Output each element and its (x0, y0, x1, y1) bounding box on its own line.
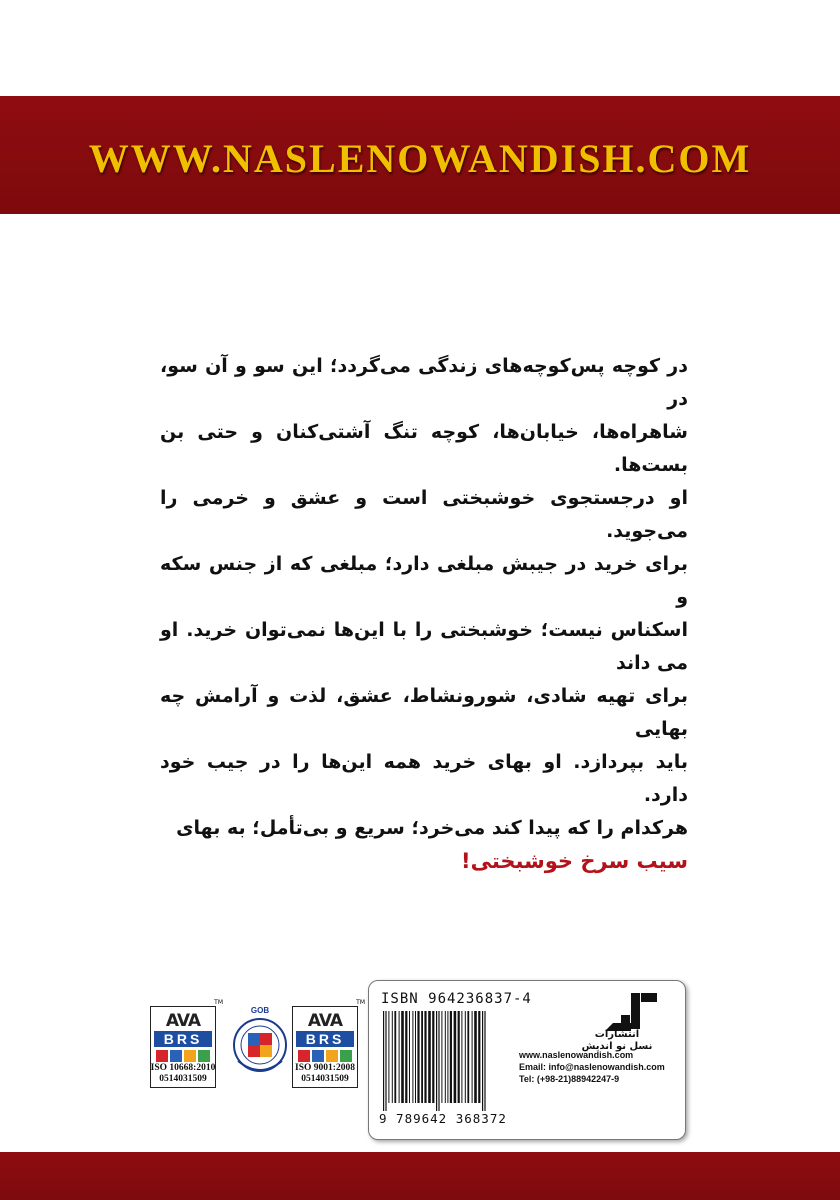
publisher-contact (519, 1049, 679, 1085)
publisher-phone: Tel: (+98-21)88942247-9 (519, 1074, 620, 1084)
blurb-line: برای خرید در جیبش مبلغی دارد؛ مبلغی که از جنس سکه و (160, 553, 688, 608)
barcode-bar (441, 1011, 442, 1103)
brs-brand: BRS (154, 1031, 212, 1047)
cert-caption-left (143, 1063, 223, 1085)
barcode-bar (438, 1011, 439, 1111)
color-square (198, 1050, 210, 1062)
barcode-bar (421, 1011, 423, 1103)
barcode-bar (428, 1011, 431, 1103)
color-square (340, 1050, 352, 1062)
blurb-line: در کوچه پس‌کوچه‌های زندگی می‌گردد؛ این سو و آن سو، در (160, 355, 688, 410)
barcode-icon (381, 1011, 541, 1111)
ava-mark: AVA (165, 1011, 201, 1031)
barcode-bar (401, 1011, 404, 1103)
barcode-bar (467, 1011, 469, 1103)
barcode-bar (399, 1011, 400, 1103)
barcode-bar (424, 1011, 426, 1103)
blurb-line: شاهراه‌ها، خیابان‌ها، کوچه تنگ آشتی‌کنان و حتی بن بست‌ها. (160, 421, 688, 476)
barcode-bar (478, 1011, 480, 1103)
back-cover-blurb (160, 350, 688, 878)
barcode-bar (436, 1011, 437, 1111)
barcode-digits: 9 789642 368372 (379, 1111, 507, 1126)
color-square (156, 1050, 168, 1062)
barcode-bar (461, 1011, 462, 1103)
gob-label: GOB (250, 1006, 270, 1015)
publisher-website: www.naslenowandish.com (519, 1050, 634, 1060)
cert-number: 0514031509 (301, 1074, 349, 1084)
publisher-imprint: انتشارات (594, 1029, 640, 1040)
isbn-number: ISBN 964236837-4 (381, 991, 532, 1007)
gob-seal-icon (232, 1015, 288, 1079)
barcode-bar (472, 1011, 473, 1103)
isbn-label (368, 980, 686, 1140)
barcode-bar (409, 1011, 410, 1103)
cert-number: 0514031509 (159, 1074, 207, 1084)
blurb-line: برای تهیه شادی، شورونشاط، عشق، لذت و آرامش چه بهایی (160, 685, 688, 740)
barcode-bar (450, 1011, 452, 1103)
blurb-highlight: سیب سرخ خوشبختی! (461, 849, 688, 873)
barcode-bar (482, 1011, 483, 1111)
barcode-bar (415, 1011, 416, 1103)
blurb-line: هرکدام را که پیدا کند می‌خرد؛ سریع و بی‌تأمل؛ به بهای (176, 817, 688, 839)
barcode-bar (458, 1011, 460, 1103)
blurb-line: اسکناس نیست؛ خوشبختی را با این‌ها نمی‌توان خرید. او می داند (160, 619, 688, 674)
color-squares (298, 1050, 352, 1062)
barcode-bar (405, 1011, 407, 1103)
blurb-line: باید بپردازد. او بهای خرید همه این‌ها را در جیب خود دارد. (160, 751, 688, 806)
barcode-bar (474, 1011, 477, 1103)
color-square (170, 1050, 182, 1062)
ava-mark: AVA (307, 1011, 343, 1031)
barcode-bar (417, 1011, 419, 1103)
barcode-bar (383, 1011, 384, 1111)
barcode-bar (445, 1011, 446, 1103)
barcode-bar (394, 1011, 396, 1103)
barcode-bar (484, 1011, 485, 1111)
trademark-symbol: TM (356, 999, 365, 1006)
publisher-name: نسل نو اندیش (581, 1041, 653, 1052)
barcode-bar (454, 1011, 457, 1103)
blurb-line: او درجستجوی خوشبختی است و عشق و خرمی را می‌جوید. (160, 487, 688, 542)
brs-brand: BRS (296, 1031, 354, 1047)
color-squares (156, 1050, 210, 1062)
barcode-bar (388, 1011, 389, 1103)
cert-caption-right (285, 1063, 365, 1085)
barcode-bar (432, 1011, 434, 1103)
gob-seal (232, 1006, 288, 1082)
barcode-bar (412, 1011, 413, 1103)
color-square (312, 1050, 324, 1062)
top-red-band (0, 96, 840, 214)
cert-standard: ISO 9001:2008 (295, 1063, 355, 1073)
color-square (298, 1050, 310, 1062)
barcode-bar (385, 1011, 386, 1111)
website-url: WWW.NASLENOWANDISH.COM (88, 135, 752, 181)
publisher-email: Email: info@naslenowandish.com (519, 1062, 665, 1072)
color-square (326, 1050, 338, 1062)
trademark-symbol: TM (214, 999, 223, 1006)
bottom-red-band (0, 1152, 840, 1200)
color-square (184, 1050, 196, 1062)
cert-standard: ISO 10668:2010 (150, 1063, 216, 1073)
barcode-bar (392, 1011, 393, 1103)
barcode-bar (447, 1011, 448, 1103)
barcode-bar (465, 1011, 466, 1103)
